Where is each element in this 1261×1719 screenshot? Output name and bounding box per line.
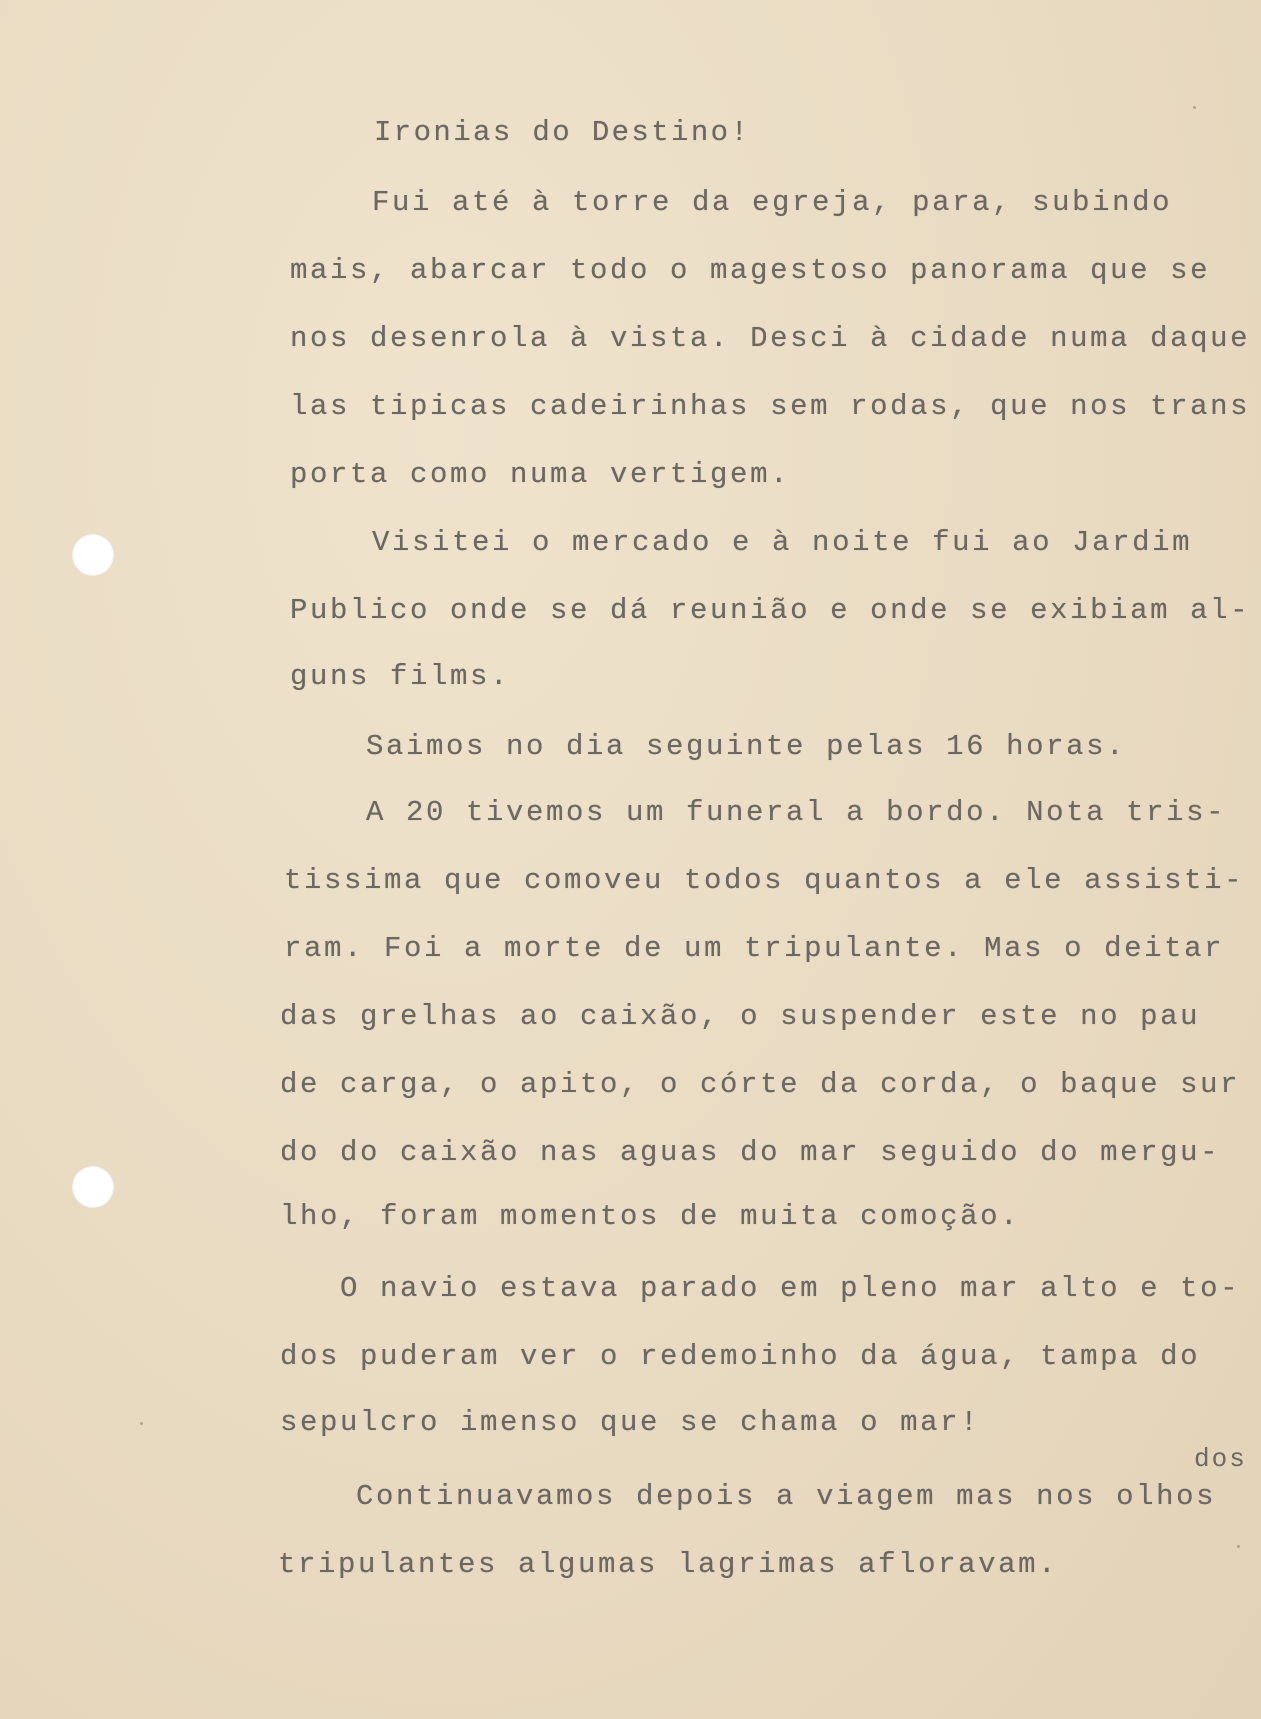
- text-line: Continuavamos depois a viagem mas nos olhos: [356, 1480, 1217, 1513]
- text-line: mais, abarcar todo o magestoso panorama que se: [290, 254, 1211, 287]
- paper-speck: [140, 1422, 143, 1425]
- paper-speck: [1237, 1545, 1240, 1548]
- text-line: de carga, o apito, o córte da corda, o baque sur: [280, 1068, 1241, 1101]
- text-line: O navio estava parado em pleno mar alto e to-: [340, 1272, 1241, 1305]
- text-line: ram. Foi a morte de um tripulante. Mas o deitar: [284, 932, 1225, 965]
- text-line: guns films.: [290, 660, 511, 693]
- text-line: das grelhas ao caixão, o suspender este no pau: [280, 1000, 1201, 1033]
- text-line: las tipicas cadeirinhas sem rodas, que nos trans: [290, 390, 1251, 423]
- text-line: lho, foram momentos de muita comoção.: [280, 1200, 1021, 1233]
- text-line: porta como numa vertigem.: [290, 458, 791, 491]
- text-line: Visitei o mercado e à noite fui ao Jardim: [372, 526, 1193, 559]
- text-line: Fui até à torre da egreja, para, subindo: [372, 186, 1173, 219]
- paper-speck: [1193, 106, 1196, 109]
- document-title: Ironias do Destino!: [374, 116, 751, 149]
- text-line: tripulantes algumas lagrimas afloravam.: [278, 1548, 1059, 1581]
- text-line: nos desenrola à vista. Desci à cidade numa daque: [290, 322, 1251, 355]
- text-line: A 20 tivemos um funeral a bordo. Nota tris-: [366, 796, 1227, 829]
- text-line: Publico onde se dá reunião e onde se exibiam al-: [290, 594, 1251, 627]
- text-line: sepulcro imenso que se chama o mar!: [280, 1406, 981, 1439]
- text-line: dos puderam ver o redemoinho da água, tampa do: [280, 1340, 1201, 1373]
- text-line: do do caixão nas aguas do mar seguido do mergu-: [280, 1136, 1221, 1169]
- text-line: Saimos no dia seguinte pelas 16 horas.: [366, 730, 1127, 763]
- margin-note: dos: [1194, 1444, 1247, 1474]
- punch-hole-top: [72, 534, 114, 576]
- punch-hole-bottom: [72, 1166, 114, 1208]
- text-line: tissima que comoveu todos quantos a ele assisti-: [284, 864, 1245, 897]
